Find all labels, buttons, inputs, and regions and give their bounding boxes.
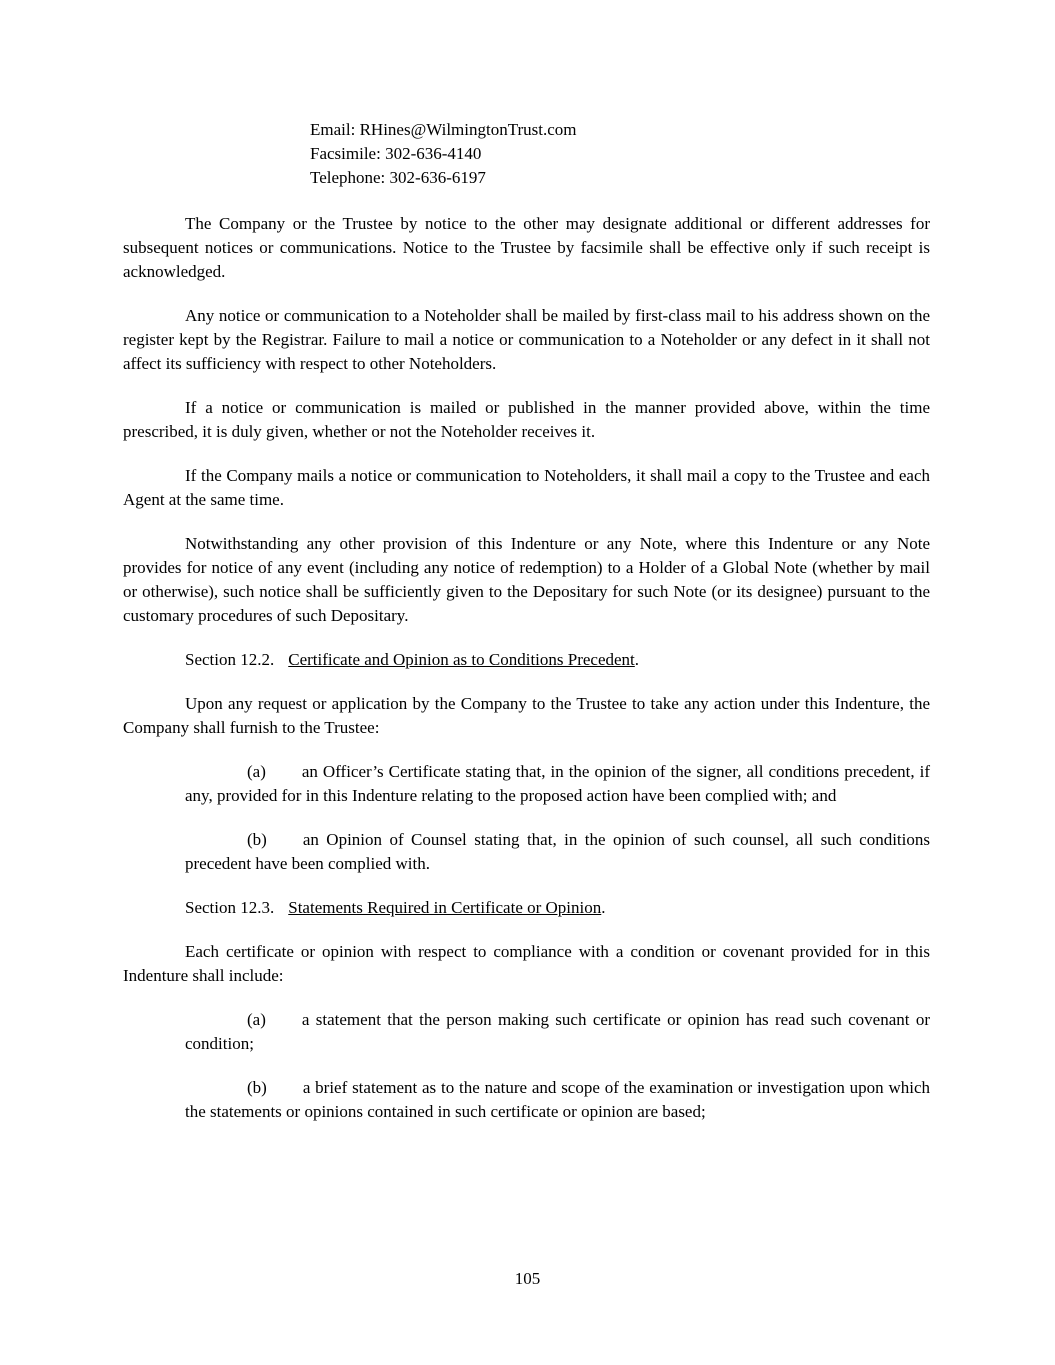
- list-item-marker: (a): [247, 1010, 266, 1029]
- contact-telephone-line: Telephone: 302-636-6197: [310, 168, 486, 187]
- section-title: Statements Required in Certificate or Opinion: [288, 898, 602, 917]
- list-item-12-2-a: [185, 760, 930, 808]
- paragraph-notices-addresses: The Company or the Trustee by notice to the other may designate additional or different addresses for subsequent notices or communications. Notice to the Trustee by facsimile shall be effective only if such receipt is acknowledged.: [123, 214, 930, 281]
- section-title-period: .: [634, 650, 640, 669]
- contact-block: [310, 118, 930, 190]
- paragraph-company-mails-copy: If the Company mails a notice or communication to Noteholders, it shall mail a copy to the Trustee and each Agent at the same time.: [123, 466, 930, 509]
- paragraph-global-note-notice: Notwithstanding any other provision of this Indenture or any Note, where this Indenture or any Note provides for notice of any event (including any notice of redemption) to a Holder of a Global Note (whether by mail or otherwise), such notice shall be sufficiently given to the Depositary for such Note (or its designee) pursuant to the customary procedures of such Depositary.: [123, 534, 930, 625]
- list-item-marker: (b): [247, 830, 267, 849]
- paragraph-noteholder-mail: Any notice or communication to a Noteholder shall be mailed by first-class mail to his address shown on the register kept by the Registrar. Failure to mail a notice or communication to a Noteholder or any defect in it shall not affect its sufficiency with respect to other Noteholders.: [123, 306, 930, 373]
- section-heading-12-2: [123, 648, 930, 672]
- section-title-period: .: [601, 898, 606, 917]
- paragraph-notice-duly-given: If a notice or communication is mailed or published in the manner provided above, within the time prescribed, it is duly given, whether or not the Noteholder receives it.: [123, 398, 930, 441]
- section-title: Certificate and Opinion as to Conditions Precedent: [288, 650, 635, 669]
- section-label: Section 12.2.: [185, 650, 275, 669]
- list-item-text: an Opinion of Counsel stating that, in the opinion of such counsel, all such conditions precedent have been complied with.: [185, 830, 930, 873]
- list-item-text: a statement that the person making such certificate or opinion has read such covenant or condition;: [185, 1010, 930, 1053]
- section-heading-12-3: [123, 896, 930, 920]
- list-item-marker: (a): [247, 762, 266, 781]
- section-label: Section 12.3.: [185, 898, 275, 917]
- paragraph-section-12-2-intro: Upon any request or application by the Company to the Trustee to take any action under this Indenture, the Company shall furnish to the Trustee:: [123, 694, 930, 737]
- list-item-marker: (b): [247, 1078, 267, 1097]
- contact-facsimile-line: Facsimile: 302-636-4140: [310, 144, 482, 163]
- list-item-12-2-b: [185, 828, 930, 876]
- list-item-12-3-b: [185, 1076, 930, 1124]
- list-item-text: a brief statement as to the nature and scope of the examination or investigation upon which the statements or opinions contained in such certificate or opinion are based;: [185, 1078, 930, 1121]
- page-number: 105: [514, 1269, 541, 1288]
- paragraph-section-12-3-intro: Each certificate or opinion with respect to compliance with a condition or covenant provided for in this Indenture shall include:: [123, 942, 930, 985]
- contact-email-line: Email: RHines@WilmingtonTrust.com: [310, 120, 577, 139]
- list-item-12-3-a: [185, 1008, 930, 1056]
- list-item-text: an Officer’s Certificate stating that, in the opinion of the signer, all conditions precedent, if any, provided for in this Indenture relating to the proposed action have been complied with; and: [185, 762, 930, 805]
